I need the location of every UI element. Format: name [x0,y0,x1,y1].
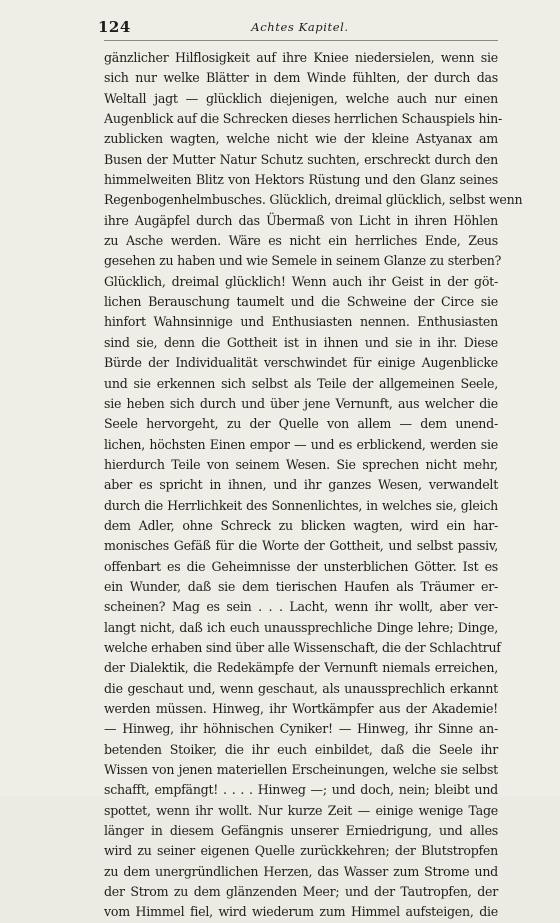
text-line: hierdurch Teile von seinem Wesen. Sie sprechen nicht mehr, [104,456,498,472]
text-line: aber es spricht in ihnen, und ihr ganzes Wesen, verwandelt [104,477,498,493]
text-line: Wissen von jenen materiellen Erscheinungen, welche sie selbst [104,762,498,778]
text-line: die geschaut und, wenn geschaut, als unaussprechlich erkannt [104,680,498,696]
text-line: Bürde der Individualität verschwindet für einige Augenblicke [104,355,498,371]
text-line: hinfort Wahnsinnige und Enthusiasten nennen. Enthusiasten [104,314,498,330]
text-line: dem Adler, ohne Schreck zu blicken wagten, wird ein har- [104,517,498,533]
text-line: betenden Stoiker, die ihr euch einbildet, daß die Seele ihr [104,741,498,757]
text-line: welche erhaben sind über alle Wissenschaft, die der Schlachtruf [104,639,501,655]
text-line: vom Himmel fiel, wird wiederum zum Himmel aufsteigen, die [104,904,498,920]
text-line: Busen der Mutter Natur Schutz suchten, erschreckt durch den [104,151,498,167]
text-line: offenbart es die Geheimnisse der unsterblichen Götter. Ist es [104,558,498,574]
text-line: Seele hervorgeht, zu der Quelle von allem — dem unend- [104,416,498,432]
text-line: sie heben sich durch und über jene Vernunft, aus welcher die [104,395,498,411]
page-number: 124 [98,18,131,36]
running-head: Achtes Kapitel. [251,20,349,34]
text-line: durch die Herrlichkeit des Sonnenlichtes, in welches sie, gleich [104,497,498,513]
text-line: gänzlicher Hilflosigkeit auf ihre Kniee niedersielen, wenn sie [104,50,498,65]
header-rule [104,40,498,41]
page-header [98,18,502,40]
text-line: spottet, wenn ihr wollt. Nur kurze Zeit — einige wenige Tage [104,802,498,818]
text-line: ihre Augäpfel durch das Übermaß von Licht in ihren Höhlen [104,212,498,228]
text-line: himmelweiten Blitz von Hektors Rüstung und den Glanz seines [104,172,498,188]
text-line: zu dem unergründlichen Herzen, das Wasser zum Strome und [104,863,498,879]
text-line: der Dialektik, die Redekämpfe der Vernunft niemals erreichen, [104,660,498,676]
text-line: und sie erkennen sich selbst als Teile der allgemeinen Seele, [104,375,498,391]
text-line: lichen, höchsten Einen empor — und es erblickend, werden sie [104,436,498,452]
text-line: länger in diesem Gefängnis unserer Erniedrigung, und alles [104,823,498,839]
text-line: sich nur welke Blätter in dem Winde fühlten, der durch das [104,70,498,86]
text-line: ein Wunder, daß sie dem tierischen Haufen als Träumer er- [104,578,498,594]
body-text [104,48,523,923]
text-line: wird zu seiner eigenen Quelle zurückkehren; der Blutstropfen [104,843,498,859]
text-line: — Hinweg, ihr höhnischen Cyniker! — Hinweg, ihr Sinne an- [104,721,498,737]
text-line: Augenblick auf die Schrecken dieses herrlichen Schauspiels hin- [104,111,502,127]
text-line: sind sie, denn die Gottheit ist in ihnen und sie in ihr. Diese [104,334,498,350]
text-line: lichen Berauschung taumelt und die Schweine der Circe sie [104,294,498,310]
text-line: scheinen? Mag es sein . . . Lacht, wenn ihr wollt, aber ver- [104,599,498,615]
text-line: Weltall jagt — glücklich diejenigen, welche auch nur einen [104,90,498,106]
text-line: gesehen zu haben und wie Semele in seinem Glanze zu sterben? [104,253,502,269]
text-line: monisches Gefäß für die Worte der Gottheit, und selbst passiv, [104,538,498,554]
text-line: schafft, empfängt! . . . . Hinweg —; und doch, nein; bleibt und [104,782,498,798]
text-line: Glücklich, dreimal glücklich! Wenn auch ihr Geist in der göt- [104,273,498,289]
text-line: Regenbogenhelmbusches. Glücklich, dreimal glücklich, selbst wenn [104,192,523,208]
text-line: werden müssen. Hinweg, ihr Wortkämpfer aus der Akademie! [104,701,498,716]
text-line: zublicken wagten, welche nicht wie der kleine Astyanax am [104,131,498,147]
text-line: zu Asche werden. Wäre es nicht ein herrliches Ende, Zeus [104,233,498,249]
text-line: langt nicht, daß ich euch unaussprechliche Dinge lehre; Dinge, [104,619,498,635]
text-line: der Strom zu dem glänzenden Meer; und der Tautropfen, der [104,884,498,900]
